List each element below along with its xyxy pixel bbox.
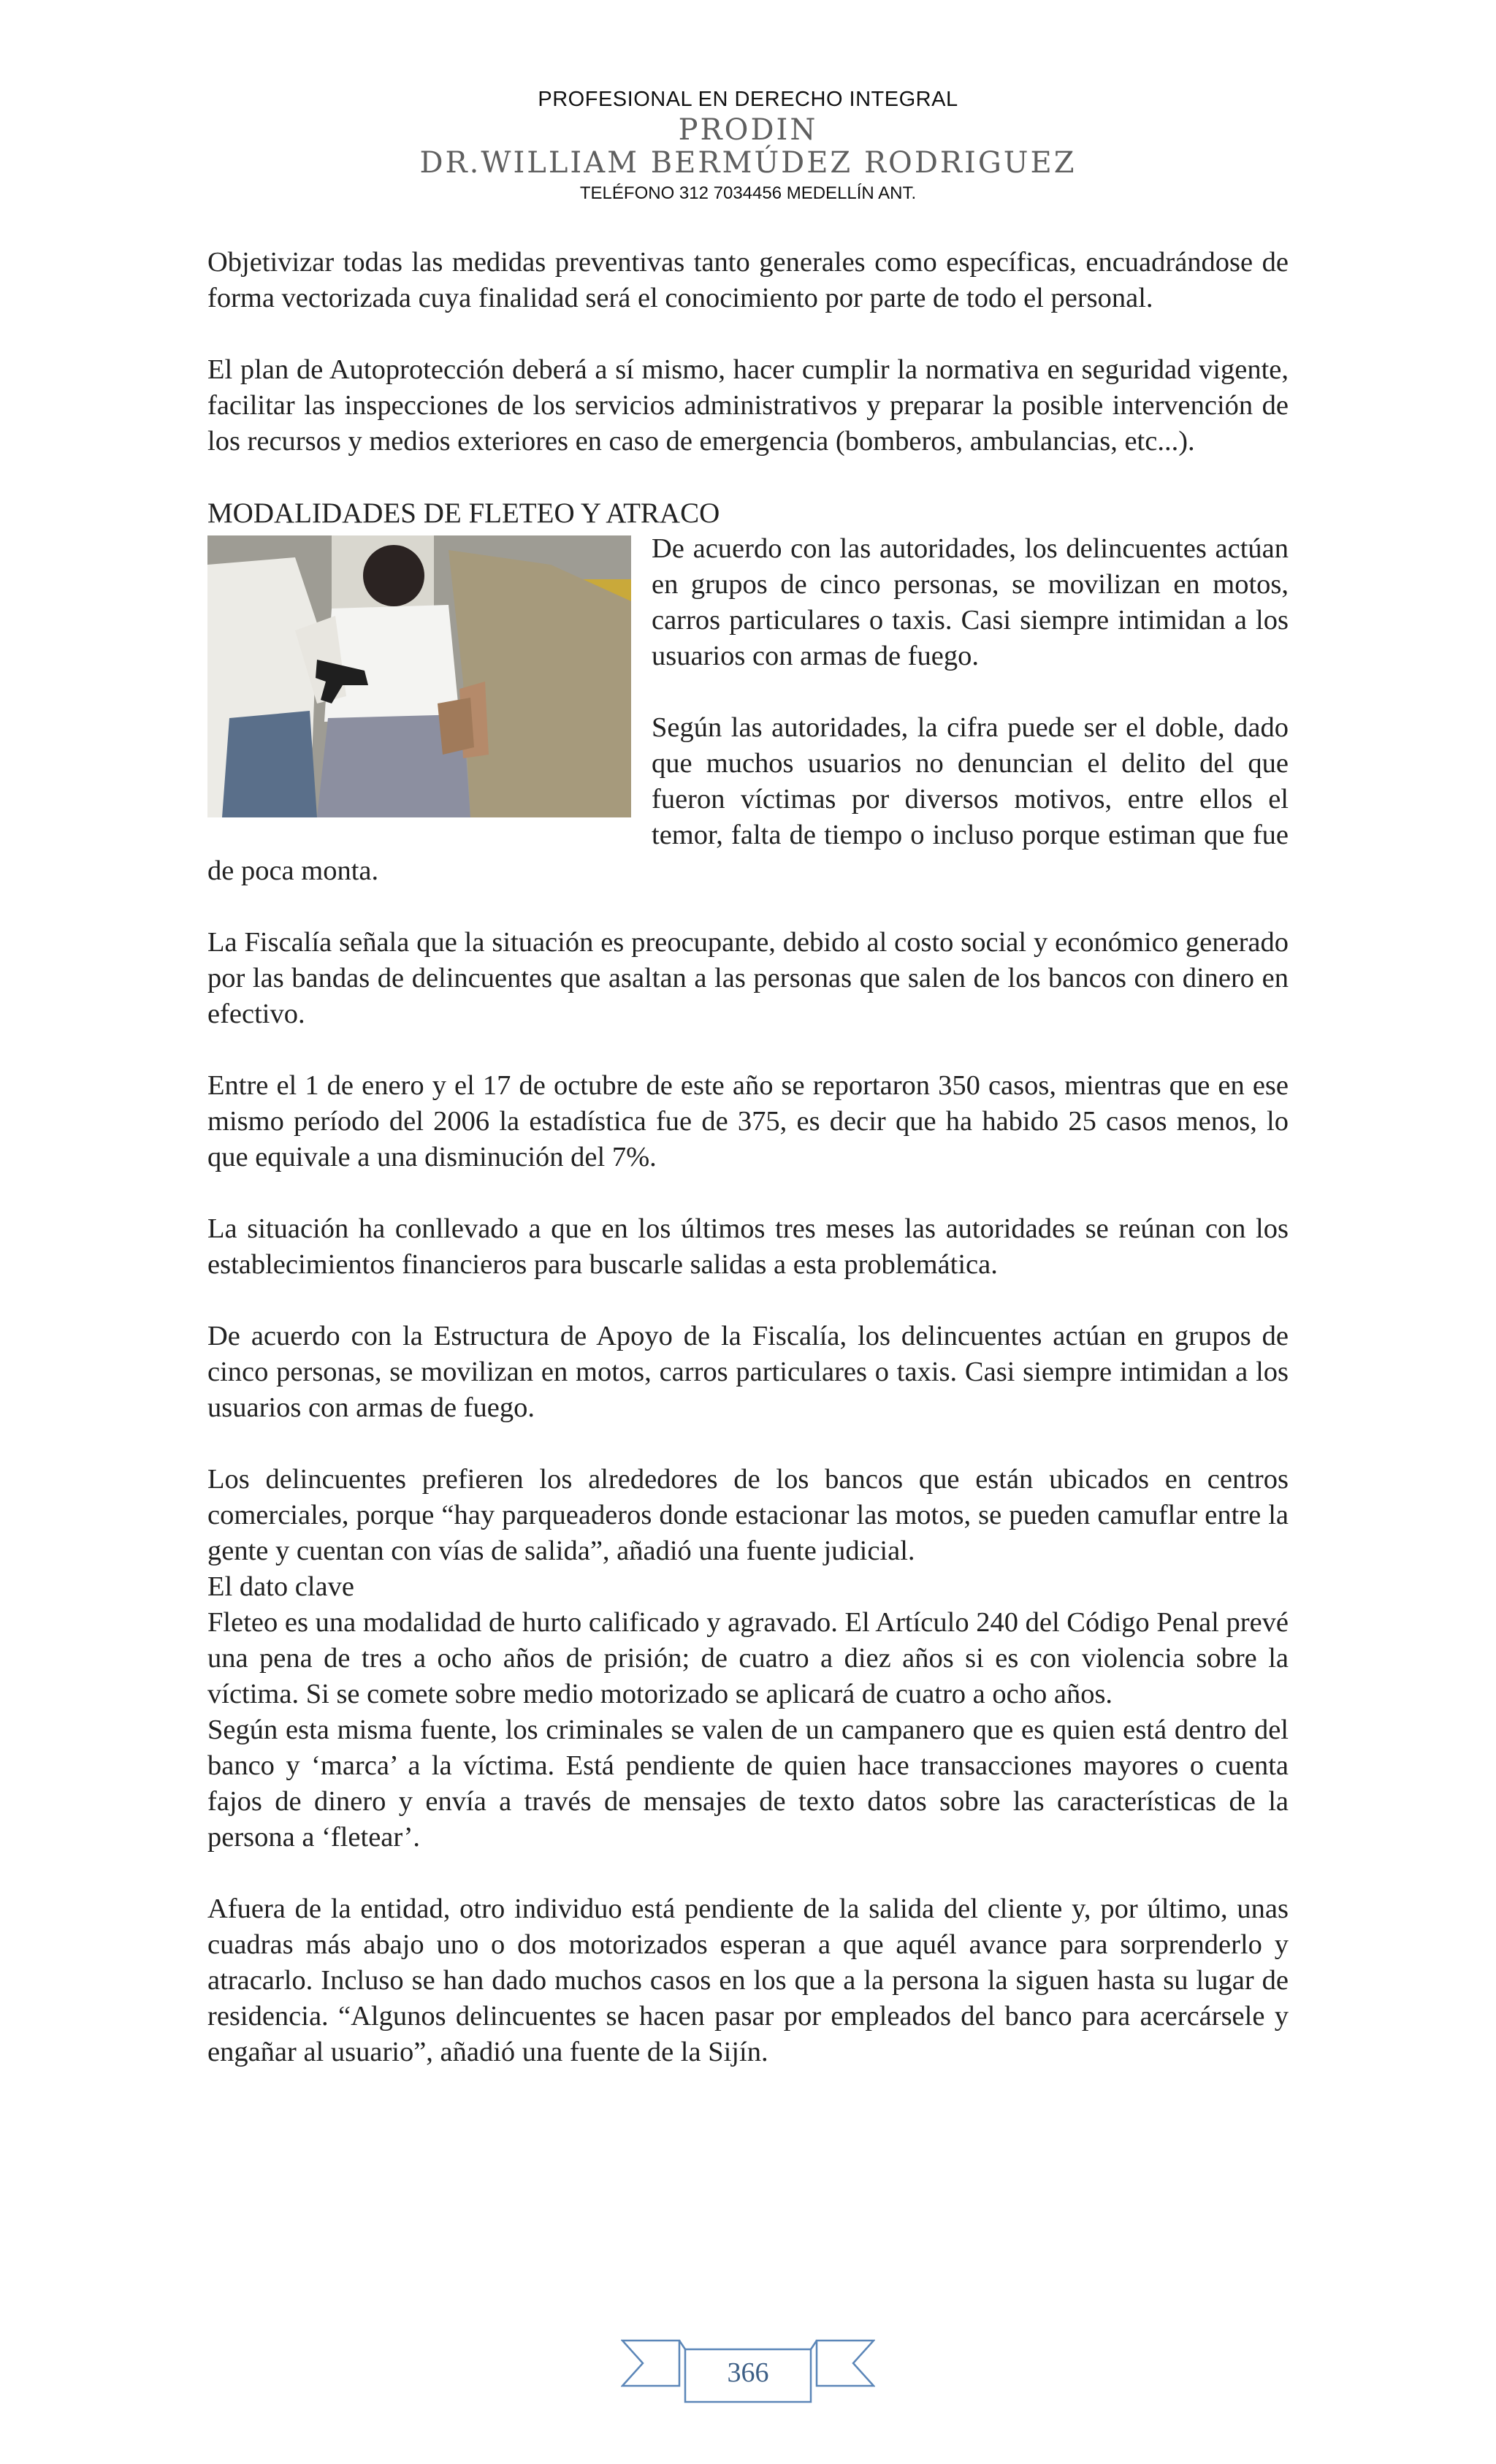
section-heading: MODALIDADES DE FLETEO Y ATRACO [207,497,720,529]
subheading-dato-clave: El dato clave [207,1571,354,1602]
paragraph: El plan de Autoprotección deberá a sí mismo, hacer cumplir la normativa en seguridad vigente, facilitar las inspecciones de los servicios administrativos y preparar la posible intervención de los recursos y medios exteriores en caso de emergencia (bomberos, ambulancias, etc...). [207,354,1289,457]
robbery-photo [207,535,631,817]
paragraph: La situación ha conllevado a que en los últimos tres meses las autoridades se reúnan con los establecimientos financieros para buscarle salidas a esta problemática. [207,1213,1289,1280]
paragraph: Afuera de la entidad, otro individuo está pendiente de la salida del cliente y, por último, unas cuadras más abajo uno o dos motorizados esperan a que aquél avance para sorprenderlo y atracarlo. Incluso se han dado muchos casos en los que a la persona la siguen hasta su lugar de residencia. “Algunos delincuentes se hacen pasar por empleados del banco para acercársele y engañar al usuario”, añadió una fuente de la Sijín. [207,1893,1289,2067]
page-number-banner [621,2335,875,2411]
paragraph: Objetivizar todas las medidas preventivas tanto generales como específicas, encuadrándose de forma vectorizada cuya finalidad será el conocimiento por parte de todo el personal. [207,247,1289,313]
header-acronym: PRODIN [678,113,818,147]
paragraph: Según esta misma fuente, los criminales se valen de un campanero que es quien está dentro del banco y ‘marca’ a la víctima. Está pendiente de quien hace transacciones mayores o cuenta fajos de dinero y envía a través de mensajes de texto datos sobre las características de la persona a ‘fletear’. [207,1714,1289,1853]
header-organization: PROFESIONAL EN DERECHO INTEGRAL [538,88,958,111]
header-author: DR.WILLIAM BERMÚDEZ RODRIGUEZ [419,146,1077,180]
document-body [207,245,1289,2070]
paragraph: Fleteo es una modalidad de hurto calificado y agravado. El Artículo 240 del Código Penal prevé una pena de tres a ocho años de prisión; de cuatro a diez años si es con violencia sobre la víctima. Si se comete sobre medio motorizado se aplicará de cuatro a ocho años. [207,1607,1289,1709]
paragraph: Según las autoridades, la cifra puede ser el doble, dado que muchos usuarios no denuncian el delito del que fueron víctimas por diversos motivos, entre ellos el temor, falta de tiempo o incluso porque estiman que fue de poca monta. [207,712,1289,886]
paragraph: De acuerdo con las autoridades, los delincuentes actúan en grupos de cinco personas, se movilizan en motos, carros particulares o taxis. Casi siempre intimidan a los usuarios con armas de fuego. [652,533,1289,671]
paragraph: De acuerdo con la Estructura de Apoyo de la Fiscalía, los delincuentes actúan en grupos de cinco personas, se movilizan en motos, carros particulares o taxis. Casi siempre intimidan a los usuarios con armas de fuego. [207,1321,1289,1423]
header-contact: TELÉFONO 312 7034456 MEDELLÍN ANT. [579,183,917,203]
paragraph: Los delincuentes prefieren los alrededores de los bancos que están ubicados en centros comerciales, porque “hay parqueaderos donde estacionar las motos, se pueden camuflar entre la gente y cuentan con vías de salida”, añadió una fuente judicial. [207,1464,1289,1566]
paragraph: Entre el 1 de enero y el 17 de octubre de este año se reportaron 350 casos, mientras que en ese mismo período del 2006 la estadística fue de 375, es decir que ha habido 25 casos menos, lo que equivale a una disminución del 7%. [207,1070,1289,1172]
page-header [0,86,1496,205]
paragraph: La Fiscalía señala que la situación es preocupante, debido al costo social y económico generado por las bandas de delincuentes que asaltan a las personas que salen de los bancos con dinero en efectivo. [207,927,1289,1029]
page-number: 366 [727,2357,769,2388]
